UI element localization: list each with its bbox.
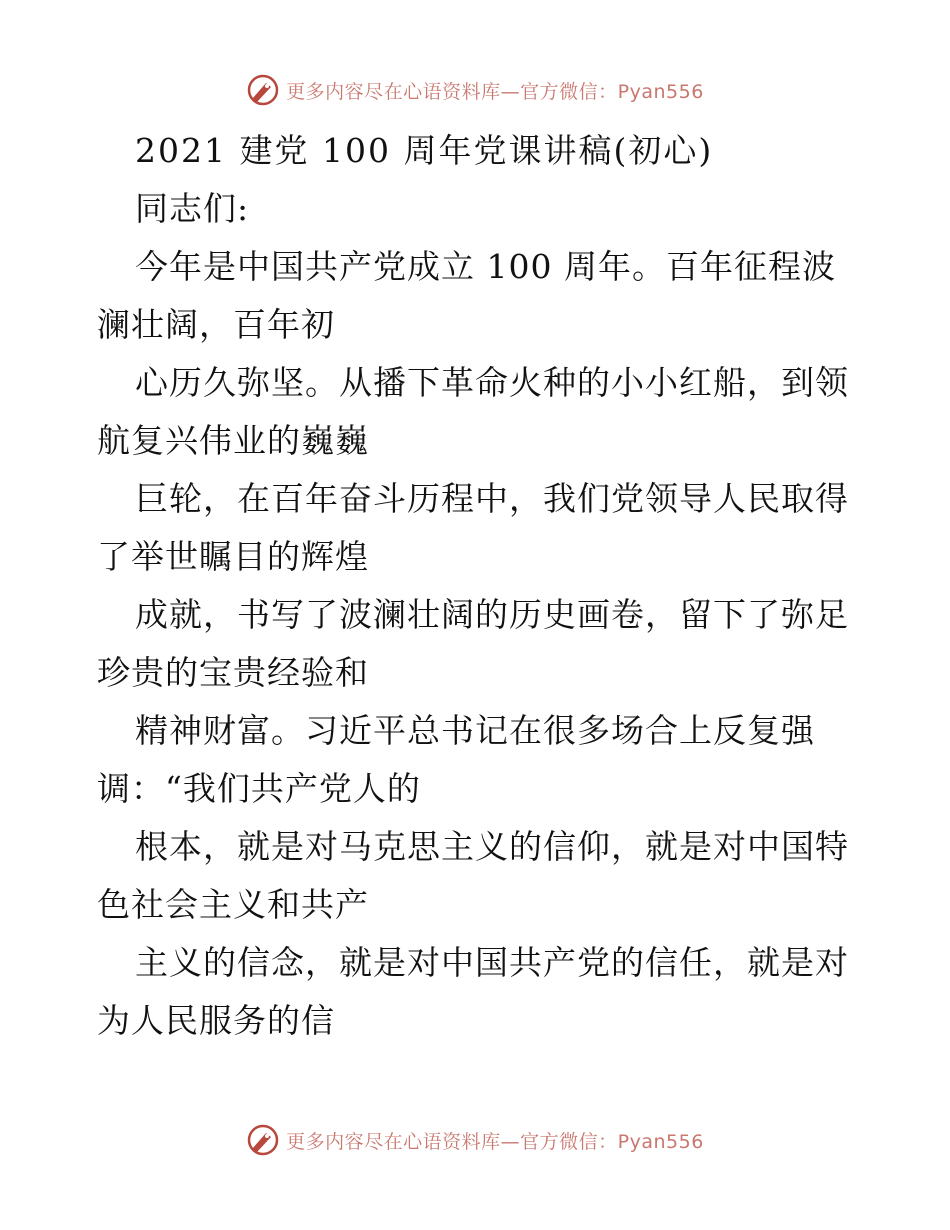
- document-body: [97, 122, 857, 1050]
- text-line: 今年是中国共产党成立 100 周年。百年征程波: [135, 247, 836, 286]
- text-line: 精神财富。习近平总书记在很多场合上反复强: [135, 711, 815, 750]
- watermark-text: 更多内容尽在心语资料库—官方微信：Pyan556: [286, 80, 704, 103]
- text-line: 澜壮阔，百年初: [97, 305, 335, 344]
- pen-nib-logo-icon: [246, 73, 280, 107]
- text-line: 主义的信念，就是对中国共产党的信任，就是对: [135, 943, 849, 982]
- text-line: 色社会主义和共产: [97, 885, 369, 924]
- text-line: 巨轮，在百年奋斗历程中，我们党领导人民取得: [135, 479, 849, 518]
- text-line: 为人民服务的信: [97, 1001, 335, 1040]
- text-line: 成就，书写了波澜壮阔的历史画卷，留下了弥足: [135, 595, 849, 634]
- header-watermark: [0, 70, 950, 110]
- salutation: 同志们:: [135, 189, 250, 228]
- text-line: 航复兴伟业的巍巍: [97, 421, 369, 460]
- text-line: 了举世瞩目的辉煌: [97, 537, 369, 576]
- text-line: 调：“我们共产党人的: [97, 769, 421, 808]
- text-line: 心历久弥坚。从播下革命火种的小小红船，到领: [135, 363, 849, 402]
- watermark-text: 更多内容尽在心语资料库—官方微信：Pyan556: [286, 1130, 704, 1153]
- footer-watermark: [0, 1120, 950, 1160]
- pen-nib-logo-icon: [246, 1123, 280, 1157]
- text-line: 珍贵的宝贵经验和: [97, 653, 369, 692]
- document-title: 2021 建党 100 周年党课讲稿(初心): [135, 131, 714, 170]
- text-line: 根本，就是对马克思主义的信仰，就是对中国特: [135, 827, 849, 866]
